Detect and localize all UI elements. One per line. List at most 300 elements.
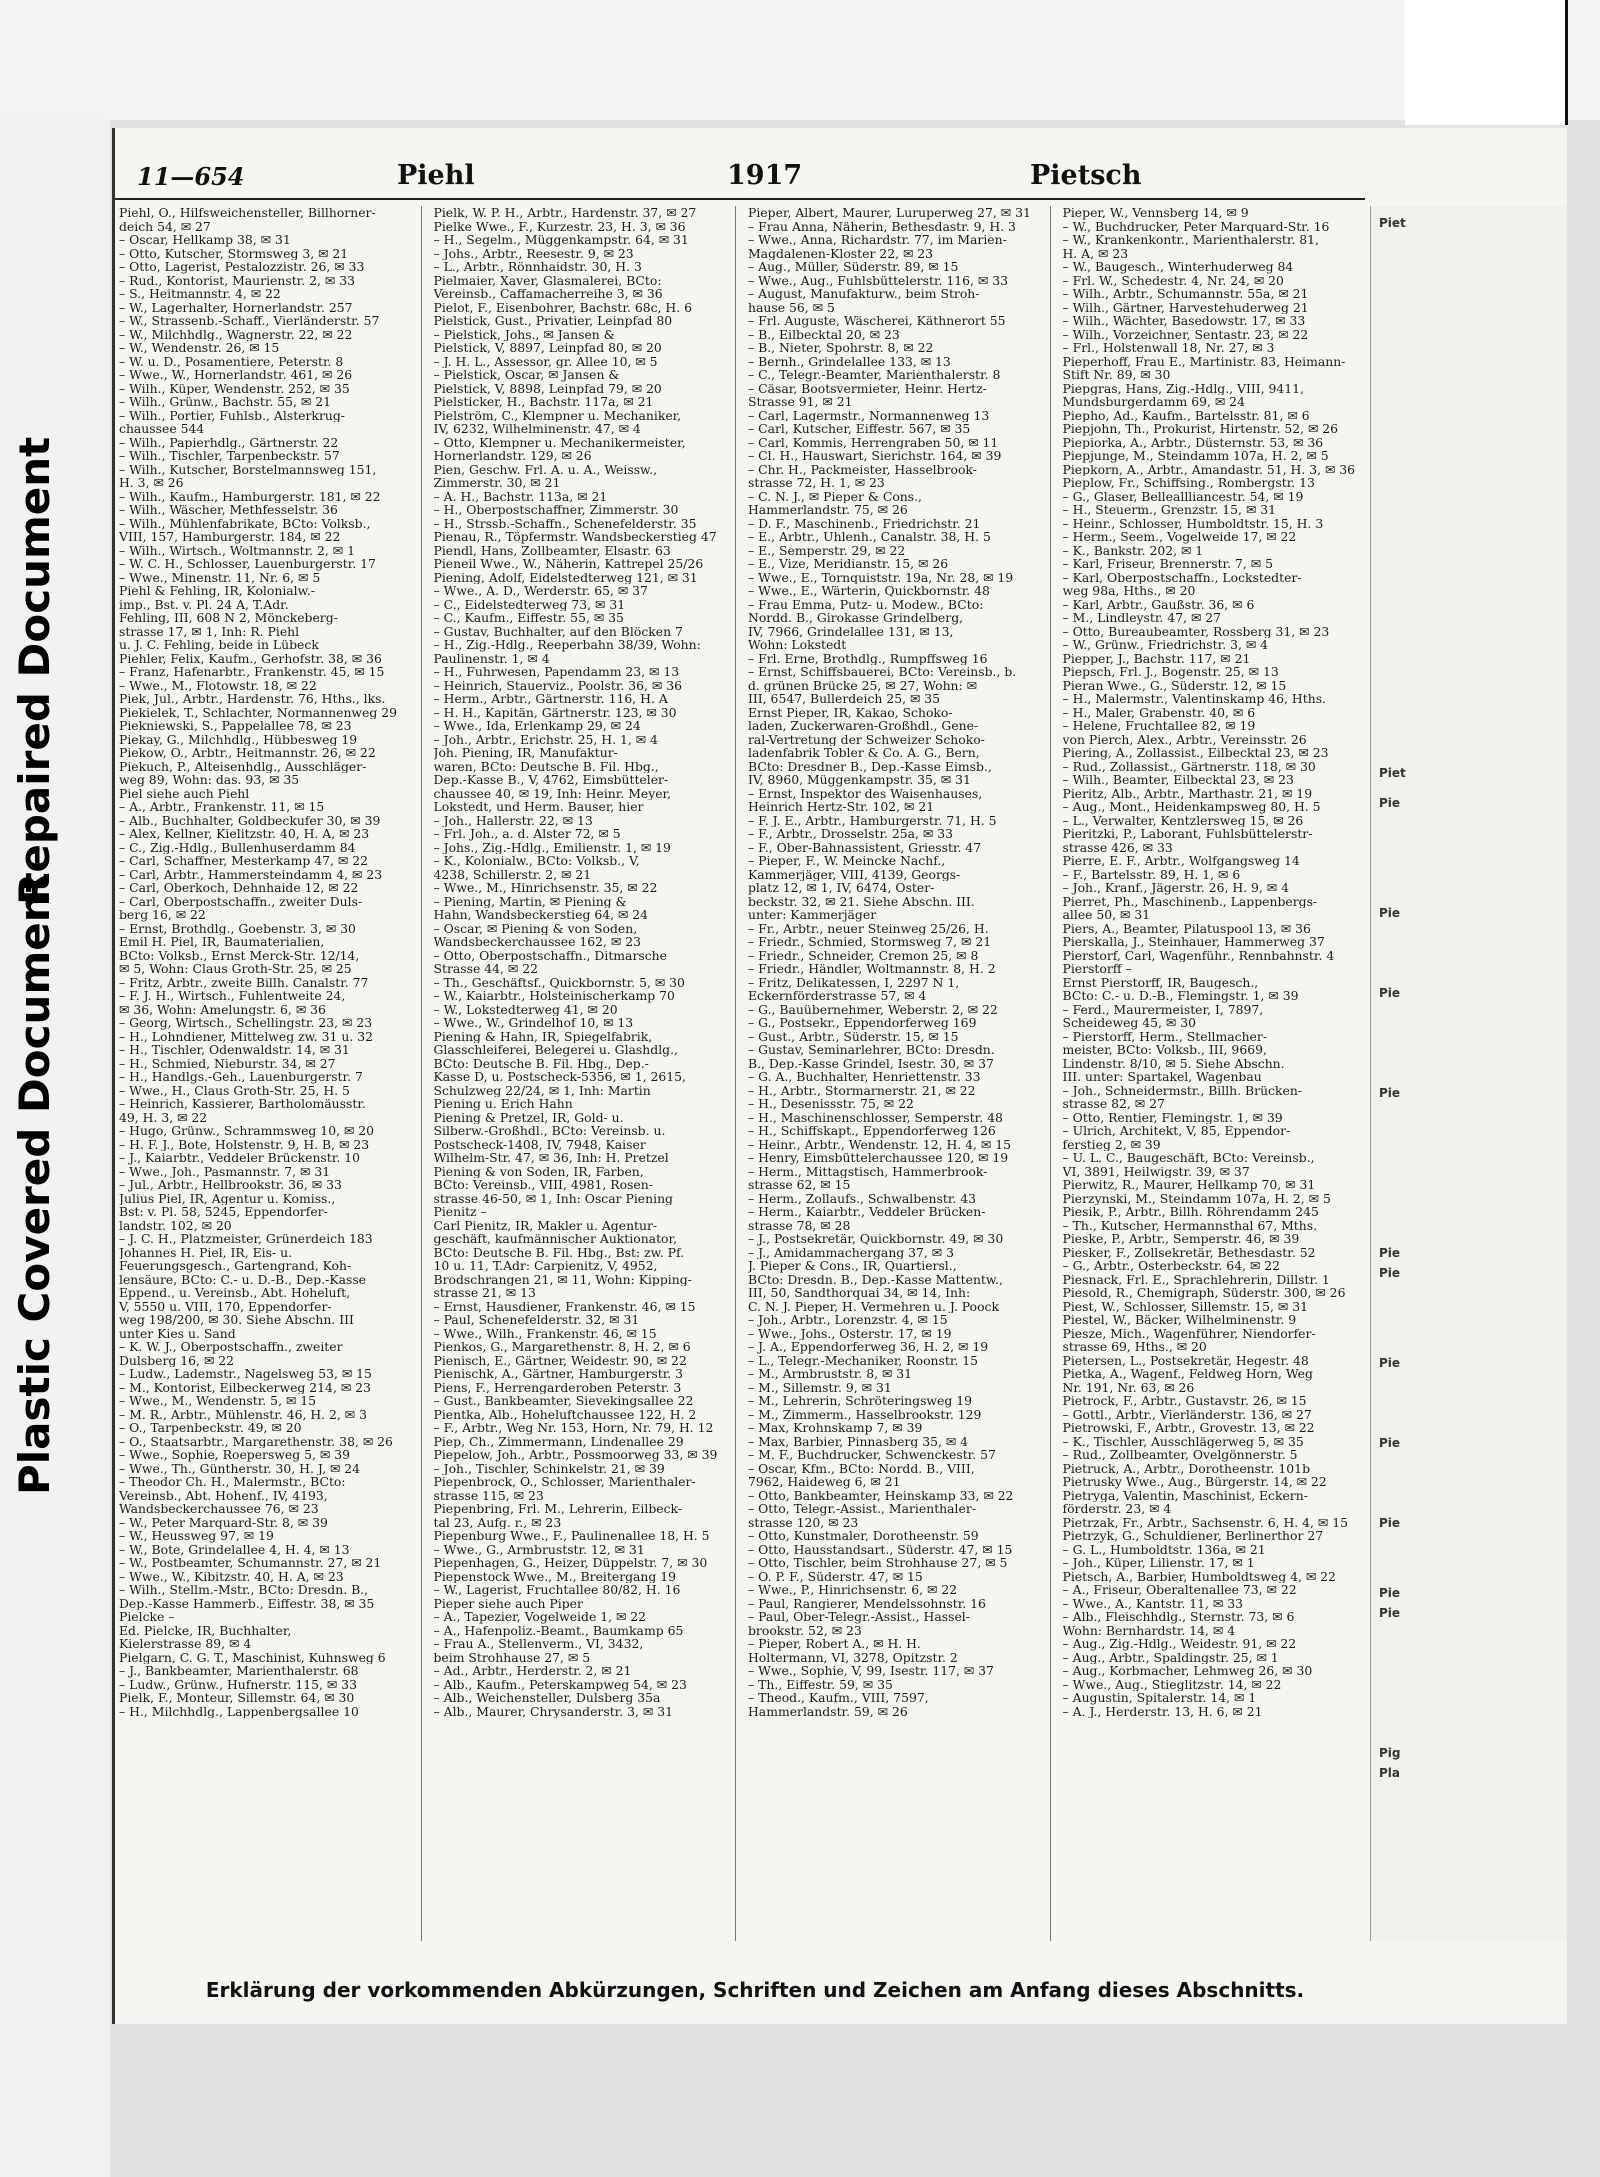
directory-entry: – Heinrich, Kassierer, Bartholomäusstr. [119, 1097, 366, 1111]
directory-entry: Feuerungsgesch., Gartengrand, Koh- [119, 1259, 352, 1273]
directory-entry: – K., Kolonialw., BCto: Volksb., V, [433, 854, 640, 868]
directory-entry: – Th., Geschäftsf., Quickbornstr. 5, ✉ 30 [433, 975, 685, 989]
directory-entry: Paulinenstr. 1, ✉ 4 [433, 651, 550, 665]
directory-entry: Nr. 191, Nr. 63, ✉ 26 [1062, 1380, 1195, 1394]
directory-entry: – Joh., Arbtr., Erichstr. 25, H. 1, ✉ 4 [433, 732, 658, 746]
directory-entry: – Otto, Kutscher, Stormsweg 3, ✉ 21 [119, 246, 349, 260]
directory-entry: – Rud., Kontorist, Maurienstr. 2, ✉ 33 [119, 273, 355, 287]
directory-entry: – Carl, Kutscher, Eiffestr. 567, ✉ 35 [748, 422, 971, 436]
directory-entry: – F., Ober-Bahnassistent, Griesstr. 47 [748, 840, 982, 854]
directory-entry: – Carl, Lagermstr., Normannenweg 13 [748, 408, 990, 422]
directory-entry: V, 5550 u. VIII, 170, Eppendorfer- [119, 1299, 332, 1313]
directory-entry: Pielot, F., Eisenbohrer, Bachstr. 68c, H. 6 [433, 300, 692, 314]
directory-entry: – Gustav, Buchhalter, auf den Blöcken 7 [433, 624, 683, 638]
directory-entry: Piepgras, Hans, Zig.-Hdlg., VIII, 9411, [1062, 381, 1305, 395]
directory-entry: platz 12, ✉ 1, IV, 6474, Oster- [748, 881, 935, 895]
edge-fragment: Pie [1379, 1356, 1401, 1370]
directory-entry: Wohn: Lokstedt [748, 638, 847, 652]
directory-entry: – Frau Anna, Näherin, Bethesdastr. 9, H. 3 [748, 219, 1016, 233]
directory-entry: – W., Milchhdlg., Wagnerstr. 22, ✉ 22 [119, 327, 353, 341]
directory-entry: Dep.-Kasse Hammerb., Eiffestr. 38, ✉ 35 [119, 1596, 375, 1610]
directory-entry: – Otto, Rentier, Flemingstr. 1, ✉ 39 [1062, 1110, 1283, 1124]
directory-entry: – Wwe., Ida, Erlenkamp 29, ✉ 24 [433, 719, 641, 733]
directory-entry: Kasse D, u. Postscheck-5356, ✉ 1, 2615, [433, 1070, 686, 1084]
directory-entry: – Franz, Hafenarbtr., Frankenstr. 45, ✉ 15 [119, 665, 385, 679]
directory-entry: – K. W. J., Oberpostschaffn., zweiter [119, 1340, 343, 1354]
directory-entry: Piesold, R., Chemigraph, Süderstr. 300, ✉ 26 [1062, 1286, 1346, 1300]
directory-entry: 4238, Schillerstr. 2, ✉ 21 [433, 867, 592, 881]
directory-entry: – L., Verwalter, Kentzlersweg 15, ✉ 26 [1062, 813, 1304, 827]
directory-entry: – K., Tischler, Ausschlägerweg 5, ✉ 35 [1062, 1434, 1304, 1448]
directory-entry: BCto: Dresdn. B., Dep.-Kasse Mattentw., [748, 1272, 1003, 1286]
directory-entry: Nordd. B., Girokasse Grindelberg, [748, 611, 964, 625]
directory-entry: – A. J., Herderstr. 13, H. 6, ✉ 21 [1062, 1704, 1263, 1718]
directory-entry: – Oscar, ✉ Piening & von Soden, [433, 921, 638, 935]
directory-entry: – Cl. H., Hauswart, Sierichstr. 164, ✉ 39 [748, 449, 1002, 463]
directory-entry: – Alb., Fleischhdlg., Sternstr. 73, ✉ 6 [1062, 1610, 1295, 1624]
directory-entry: – W., Krankenkontr., Marienthalerstr. 81, [1062, 233, 1320, 247]
directory-entry: – U. L. C., Baugeschäft, BCto: Vereinsb., [1062, 1151, 1315, 1165]
directory-entry: Piepenstock Wwe., M., Breitergang 19 [433, 1569, 677, 1583]
directory-entry: – G., Arbtr., Osterbeckstr. 64, ✉ 22 [1062, 1259, 1281, 1273]
directory-entry: – Wwe., Anna, Richardstr. 77, im Marien- [748, 233, 1007, 247]
directory-entry: Piepjunge, M., Steindamm 107a, H. 2, ✉ 5 [1062, 449, 1329, 463]
directory-entry: H. 3, ✉ 26 [119, 476, 184, 490]
directory-entry: – Wwe., Sophie, V, 99, Isestr. 117, ✉ 37 [748, 1664, 994, 1678]
directory-entry: – G. L., Humboldtstr. 136a, ✉ 21 [1062, 1542, 1266, 1556]
directory-entry: Bst: v. Pl. 58, 5245, Eppendorfer- [119, 1205, 328, 1219]
directory-entry: Eppend., u. Vereinsb., Abt. Hoheluft, [119, 1286, 351, 1300]
directory-entry: – Otto, Telegr.-Assist., Marienthaler- [748, 1502, 976, 1516]
directory-entry: Pieran Wwe., G., Süderstr. 12, ✉ 15 [1062, 678, 1287, 692]
directory-entry: – Wilh., Portier, Fuhlsb., Alsterkrug- [119, 408, 345, 422]
directory-entry: Pien, Geschw. Frl. A. u. A., Weissw., [433, 462, 658, 476]
directory-entry: – M., Kontorist, Eilbeckerweg 214, ✉ 23 [119, 1380, 371, 1394]
directory-entry: – Augustin, Spitalerstr. 14, ✉ 1 [1062, 1691, 1257, 1705]
directory-entry: – Th., Eiffestr. 59, ✉ 35 [748, 1677, 893, 1691]
directory-entry: – Joh., Hallerstr. 22, ✉ 13 [433, 813, 593, 827]
directory-entry: III. unter: Spartakel, Wagenbau [1062, 1070, 1262, 1084]
directory-entry: Wilhelm-Str. 47, ✉ 36, Inh: H. Pretzel [433, 1151, 669, 1165]
directory-entry: 10 u. 11, T.Adr: Carpienitz, V, 4952, [433, 1259, 658, 1273]
directory-entry: – Aug., Müller, Süderstr. 89, ✉ 15 [748, 260, 959, 274]
directory-entry: – Pierstorff, Herm., Stellmacher- [1062, 1029, 1267, 1043]
directory-entry: Pienitz – [433, 1205, 487, 1219]
directory-entry: Brodschrangen 21, ✉ 11, Wohn: Kipping- [433, 1272, 692, 1286]
directory-entry: – Carl, Kommis, Herrengraben 50, ✉ 11 [748, 435, 999, 449]
left-label-strip [0, 115, 110, 2177]
directory-entry: – H., Steuerm., Grenzstr. 15, ✉ 31 [1062, 503, 1277, 517]
directory-entry: Silberw.-Großhdl., BCto: Vereinsb. u. [433, 1124, 666, 1138]
directory-entry: BCto: Dresdner B., Dep.-Kasse Eimsb., [748, 759, 992, 773]
directory-entry: beckstr. 32, ✉ 21. Siehe Abschn. III. [748, 894, 975, 908]
directory-entry: – D. F., Maschinenb., Friedrichstr. 21 [748, 516, 981, 530]
directory-entry: 7962, Haideweg 6, ✉ 21 [748, 1475, 901, 1489]
directory-entry: – Frau A., Stellenverm., VI, 3432, [433, 1637, 644, 1651]
directory-entry: – Hugo, Grünw., Schrammsweg 10, ✉ 20 [119, 1124, 375, 1138]
directory-entry: – Ernst, Inspektor des Waisenhauses, [748, 786, 983, 800]
directory-entry: – Wwe., P., Hinrichsenstr. 6, ✉ 22 [748, 1583, 958, 1597]
directory-entry: – Oscar, Kfm., BCto: Nordd. B., VIII, [748, 1461, 975, 1475]
directory-entry: – A., Hafenpoliz.-Beamt., Baumkamp 65 [433, 1623, 684, 1637]
directory-entry: – W., Postbeamter, Schumannstr. 27, ✉ 21 [119, 1556, 382, 1570]
directory-entry: – A., Friseur, Oberaltenallee 73, ✉ 22 [1062, 1583, 1297, 1597]
directory-entry: – Ernst, Brothdlg., Goebenstr. 3, ✉ 30 [119, 921, 356, 935]
directory-entry: – H., Zig.-Hdlg., Reeperbahn 38/39, Wohn: [433, 638, 701, 652]
directory-entry: – O. P. F., Süderstr. 47, ✉ 15 [748, 1569, 923, 1583]
directory-entry: – Pieper, F., W. Meincke Nachf., [748, 854, 946, 868]
directory-entry: – F. J. H., Wirtsch., Fuhlentweite 24, [119, 989, 346, 1003]
directory-entry: unter: Kammerjäger [748, 908, 877, 922]
directory-entry: ral-Vertretung der Schweizer Schoko- [748, 732, 985, 746]
directory-entry: – Fritz, Arbtr., zweite Billh. Canalstr. 77 [119, 975, 369, 989]
directory-entry: – Wwe., Wilh., Frankenstr. 46, ✉ 15 [433, 1326, 657, 1340]
directory-entry: allee 50, ✉ 31 [1062, 908, 1151, 922]
directory-entry: – J. H. L., Assessor, gr. Allee 10, ✉ 5 [433, 354, 658, 368]
directory-entry: Ed. Pielcke, IR, Buchhalter, [119, 1623, 292, 1637]
directory-entry: weg 198/200, ✉ 30. Siehe Abschn. III [119, 1313, 354, 1327]
directory-entry: imp., Bst. v. Pl. 24 A, T.Adr. [119, 597, 289, 611]
directory-entry: – Chr. H., Packmeister, Hasselbrook- [748, 462, 977, 476]
directory-entry: – G., Glaser, Belleallliancestr. 54, ✉ 19 [1062, 489, 1304, 503]
directory-entry: – Frau Emma, Putz- u. Modew., BCto: [748, 597, 984, 611]
directory-entry: – Pielstick, Oscar, ✉ Jansen & [433, 368, 620, 382]
directory-entry: – W., Lagerist, Fruchtallee 80/82, H. 16 [433, 1583, 681, 1597]
adjacent-page-edge [1370, 206, 1567, 1941]
directory-entry: Piens, F., Herrengarderoben Peterstr. 3 [433, 1380, 682, 1394]
directory-entry: Pielstick, Gust., Privatier, Leinpfad 80 [433, 314, 673, 328]
directory-entry: – Otto, Lagerist, Pestalozzistr. 26, ✉ 33 [119, 260, 365, 274]
directory-entry: weg 98a, Hths., ✉ 20 [1062, 584, 1196, 598]
directory-entry: – B., Nieter, Spohrstr. 8, ✉ 22 [748, 341, 934, 355]
directory-entry: weg 89, Wohn: das. 93, ✉ 35 [119, 773, 300, 787]
directory-entry: – K., Bankstr. 202, ✉ 1 [1062, 543, 1204, 557]
edge-fragment: Pie [1379, 986, 1401, 1000]
directory-entry: Wandsbeckerchaussee 162, ✉ 23 [433, 935, 642, 949]
directory-entry: – E., Arbtr., Uhlenh., Canalstr. 38, H. 5 [748, 530, 991, 544]
directory-entry: – J., Postsekretär, Quickbornstr. 49, ✉ 30 [748, 1232, 1004, 1246]
directory-entry: – Pieper, Robert A., ✉ H. H. [748, 1637, 921, 1651]
directory-entry: B., Dep.-Kasse Grindel, Isestr. 30, ✉ 37 [748, 1056, 994, 1070]
directory-entry: Piepelow, Joh., Arbtr., Possmoorweg 33, ✉ 39 [433, 1448, 718, 1462]
directory-entry: – H., Segelm., Müggenkampstr. 64, ✉ 31 [433, 233, 689, 247]
directory-entry: – Wwe., W., Hornerlandstr. 461, ✉ 26 [119, 368, 353, 382]
directory-entry: Piehl & Fehling, IR, Kolonialw.- [119, 584, 315, 598]
directory-entry: landstr. 102, ✉ 20 [119, 1218, 232, 1232]
directory-entry: meister, BCto: Volksb., III, 9669, [1062, 1043, 1267, 1057]
directory-entry: BCto: Vereinsb., VIII, 4981, Rosen- [433, 1178, 653, 1192]
directory-entry: strasse 120, ✉ 23 [748, 1515, 859, 1529]
directory-entry: BCto: C.- u. D.-B., Flemingstr. 1, ✉ 39 [1062, 989, 1299, 1003]
directory-entry: – Carl, Oberpostschaffn., zweiter Duls- [119, 894, 363, 908]
directory-entry: Pielcke – [119, 1610, 175, 1624]
directory-entry: Pientka, Alb., Hoheluftchaussee 122, H. 2 [433, 1407, 697, 1421]
directory-entry: Piers, A., Beamter, Pilatuspool 13, ✉ 36 [1062, 921, 1311, 935]
directory-entry: – W., Strassenb.-Schaff., Vierländerstr. 57 [119, 314, 380, 328]
directory-entry: Wohn: Bernhardstr. 14, ✉ 4 [1062, 1623, 1236, 1637]
edge-fragment: Piet [1379, 216, 1406, 230]
directory-entry: Pienisch, E., Gärtner, Weidestr. 90, ✉ 22 [433, 1353, 687, 1367]
entry-columns [115, 206, 1365, 1941]
top-paper-tab [1405, 0, 1568, 125]
directory-entry: – Otto, Kunstmaler, Dorotheenstr. 59 [748, 1529, 979, 1543]
abbreviation-note: Erklärung der vorkommenden Abkürzungen, Schriften und Zeichen am Anfang dieses Abschnitts. [205, 1978, 1305, 2002]
directory-entry: Piepenbring, Frl. M., Lehrerin, Eilbeck- [433, 1502, 683, 1516]
directory-entry: – Ulrich, Architekt, V, 85, Eppendor- [1062, 1124, 1291, 1138]
directory-entry: – Wwe., M., Hinrichsenstr. 35, ✉ 22 [433, 881, 658, 895]
directory-entry: – Frl. Auguste, Wäscherei, Käthnerort 55 [748, 314, 1006, 328]
directory-entry: – J., Amidammachergang 37, ✉ 3 [748, 1245, 955, 1259]
directory-entry: – Aug., Zig.-Hdlg., Weidestr. 91, ✉ 22 [1062, 1637, 1297, 1651]
directory-entry: – J. A., Eppendorferweg 36, H. 2, ✉ 19 [748, 1340, 989, 1354]
directory-entry: strasse 62, ✉ 15 [748, 1178, 851, 1192]
directory-entry: – W. u. D., Posamentiere, Peterstr. 8 [119, 354, 344, 368]
directory-entry: Piel siehe auch Piehl [119, 786, 250, 800]
directory-entry: Pielk, F., Monteur, Sillemstr. 64, ✉ 30 [119, 1691, 355, 1705]
directory-entry: Pietrock, F., Arbtr., Gustavstr. 26, ✉ 15 [1062, 1394, 1307, 1408]
directory-entry: – Wwe., Sophie, Roepersweg 5, ✉ 39 [119, 1448, 350, 1462]
directory-entry: – Gustav, Seminarlehrer, BCto: Dresdn. [748, 1043, 995, 1057]
directory-entry: – Wilh., Grünw., Bachstr. 55, ✉ 21 [119, 395, 332, 409]
directory-entry: – Bernh., Grindelallee 133, ✉ 13 [748, 354, 951, 368]
directory-entry: unter Kies u. Sand [119, 1326, 236, 1340]
directory-entry: Magdalenen-Kloster 22, ✉ 23 [748, 246, 934, 260]
column-2 [430, 206, 737, 1941]
directory-entry: – Wilh., Mühlenfabrikate, BCto: Volksb., [119, 516, 371, 530]
directory-entry: – Ernst, Hausdiener, Frankenstr. 46, ✉ 15 [433, 1299, 696, 1313]
directory-entry: – Wwe., A., Kantstr. 11, ✉ 33 [1062, 1596, 1243, 1610]
directory-entry: – Frl. Erne, Brothdlg., Rumpffsweg 16 [748, 651, 988, 665]
directory-entry: Strasse 91, ✉ 21 [748, 395, 853, 409]
directory-entry: – Alb., Weichensteller, Dulsberg 35a [433, 1691, 661, 1705]
directory-entry: – W., Peter Marquard-Str. 8, ✉ 39 [119, 1515, 328, 1529]
directory-entry: – Helene, Fruchtallee 82, ✉ 19 [1062, 719, 1256, 733]
directory-entry: Pierret, Ph., Maschinenb., Lappenbergs- [1062, 894, 1318, 908]
directory-entry: strasse 115, ✉ 23 [433, 1488, 544, 1502]
directory-entry: Piekuch, P., Alteisenhdlg., Ausschläger- [119, 759, 367, 773]
directory-entry: Pienischk, A., Gärtner, Hamburgerstr. 3 [433, 1367, 684, 1381]
directory-entry: – Wilh., Kutscher, Borstelmannsweg 151, [119, 462, 377, 476]
directory-entry: Piesze, Mich., Wagenführer, Niendorfer- [1062, 1326, 1316, 1340]
directory-entry: – Wwe., Minenstr. 11, Nr. 6, ✉ 5 [119, 570, 321, 584]
directory-entry: – G. A., Buchhalter, Henriettenstr. 33 [748, 1070, 981, 1084]
directory-entry: – Wilh., Arbtr., Schumannstr. 55a, ✉ 21 [1062, 287, 1309, 301]
directory-entry: – H., Fuhrwesen, Papendamm 23, ✉ 13 [433, 665, 680, 679]
directory-entry: – Wwe., H., Claus Groth-Str. 25, H. 5 [119, 1083, 350, 1097]
directory-entry: – Joh., Arbtr., Lorenzstr. 4, ✉ 15 [748, 1313, 948, 1327]
directory-entry: hause 56, ✉ 5 [748, 300, 835, 314]
directory-entry: – Heinr., Schlosser, Humboldtstr. 15, H. 3 [1062, 516, 1324, 530]
directory-entry: – W., Lagerhalter, Hornerlandstr. 257 [119, 300, 353, 314]
directory-entry: – Carl, Schaffner, Mesterkamp 47, ✉ 22 [119, 854, 368, 868]
directory-entry: – Wwe., Johs., Osterstr. 17, ✉ 19 [748, 1326, 952, 1340]
directory-entry: – Wilh., Wächter, Basedowstr. 17, ✉ 33 [1062, 314, 1306, 328]
directory-entry: Pielke Wwe., F., Kurzestr. 23, H. 3, ✉ 36 [433, 219, 686, 233]
directory-entry: Pielmaier, Xaver, Glasmalerei, BCto: [433, 273, 662, 287]
directory-entry: Pietka, A., Wagenf., Feldweg Horn, Weg [1062, 1367, 1313, 1381]
directory-entry: Julius Piel, IR, Agentur u. Komiss., [119, 1191, 336, 1205]
directory-entry: – Th., Kutscher, Hermannsthal 67, Mths. [1062, 1218, 1318, 1232]
directory-entry: IV, 8960, Müggenkampstr. 35, ✉ 31 [748, 773, 971, 787]
directory-entry: Holtermann, VI, 3278, Opitzstr. 2 [748, 1650, 958, 1664]
directory-entry: – Ludw., Lademstr., Nagelsweg 53, ✉ 15 [119, 1367, 372, 1381]
directory-entry: – Otto, Bureaubeamter, Rossberg 31, ✉ 23 [1062, 624, 1330, 638]
directory-entry: – Wilh., Kaufm., Hamburgerstr. 181, ✉ 22 [119, 489, 381, 503]
directory-entry: – Aug., Arbtr., Spaldingstr. 25, ✉ 1 [1062, 1650, 1279, 1664]
directory-entry: IV, 7966, Grindelallee 131, ✉ 13, [748, 624, 954, 638]
edge-fragment: Pig [1379, 1746, 1401, 1760]
directory-entry: III, 6547, Bullerdeich 25, ✉ 35 [748, 692, 941, 706]
directory-entry: Joh. Piening, IR, Manufaktur- [433, 746, 618, 760]
directory-entry: ✉ 36, Wohn: Amelungstr. 6, ✉ 36 [119, 1002, 326, 1016]
directory-entry: – Joh., Schneidermstr., Billh. Brücken- [1062, 1083, 1302, 1097]
directory-entry: – C., Zig.-Hdlg., Bullenhuserdamm 84 [119, 840, 356, 854]
directory-entry: strasse 17, ✉ 1, Inh: R. Piehl [119, 624, 300, 638]
directory-entry: – Friedr., Händler, Woltmannstr. 8, H. 2 [748, 962, 996, 976]
edge-fragment: Pie [1379, 1246, 1401, 1260]
directory-entry: – Georg, Wirtsch., Schellingstr. 23, ✉ 23 [119, 1016, 373, 1030]
directory-entry: – Max, Barbier, Pinnasberg 35, ✉ 4 [748, 1434, 969, 1448]
directory-entry: chaussee 544 [119, 422, 205, 436]
directory-entry: – Johs., Arbtr., Reesestr. 9, ✉ 23 [433, 246, 634, 260]
directory-entry: – C., Kaufm., Eiffestr. 55, ✉ 35 [433, 611, 624, 625]
directory-entry: Pieritz, Alb., Arbtr., Marthastr. 21, ✉ 19 [1062, 786, 1313, 800]
directory-entry: d. grünen Brücke 25, ✉ 27, Wohn: ✉ [748, 678, 978, 692]
directory-entry: beim Strohhause 27, ✉ 5 [433, 1650, 591, 1664]
directory-entry: – W., Buchdrucker, Peter Marquard-Str. 16 [1062, 219, 1330, 233]
directory-entry: – O., Tarpenbeckstr. 49, ✉ 20 [119, 1421, 302, 1435]
directory-entry: Piehler, Felix, Kaufm., Gerhofstr. 38, ✉ 36 [119, 651, 382, 665]
directory-entry: – Herm., Seem., Vogelweide 17, ✉ 22 [1062, 530, 1297, 544]
directory-entry: – H., Maler, Grabenstr. 40, ✉ 6 [1062, 705, 1256, 719]
directory-entry: Piepkorn, A., Arbtr., Amandastr. 51, H. 3, ✉ 36 [1062, 462, 1356, 476]
directory-entry: Vereinsb., Abt. Hohenf., IV, 4193, [119, 1488, 328, 1502]
column-4 [1059, 206, 1366, 1941]
directory-entry: Glasschleiferei, Belegerei u. Glashdlg., [433, 1043, 678, 1057]
directory-entry: – H., Malermstr., Valentinskamp 46, Hths. [1062, 692, 1326, 706]
directory-entry: – H., Desenissstr. 75, ✉ 22 [748, 1097, 914, 1111]
directory-entry: Eckernförderstrasse 57, ✉ 4 [748, 989, 927, 1003]
directory-entry: Johannes H. Piel, IR, Eis- u. [119, 1245, 293, 1259]
directory-entry: – A. H., Bachstr. 113a, ✉ 21 [433, 489, 608, 503]
directory-entry: – Gust., Bankbeamter, Sievekingsallee 22 [433, 1394, 694, 1408]
directory-entry: – H., Schmied, Nieburstr. 34, ✉ 27 [119, 1056, 336, 1070]
directory-entry: – F., Arbtr., Weg Nr. 153, Horn, Nr. 79, H. 12 [433, 1421, 714, 1435]
directory-entry: Piesker, F., Zollsekretär, Bethesdastr. 52 [1062, 1245, 1316, 1259]
directory-entry: – G., Postsekr., Eppendorferweg 169 [748, 1016, 977, 1030]
directory-entry: – Alb., Buchhalter, Goldbeckufer 30, ✉ 39 [119, 813, 381, 827]
directory-entry: Emil H. Piel, IR, Baumaterialien, [119, 935, 325, 949]
directory-entry: strasse 78, ✉ 28 [748, 1218, 851, 1232]
directory-entry: – H. F. J., Bote, Holstenstr. 9, H. B, ✉ 23 [119, 1137, 370, 1151]
directory-entry: – W., Heussweg 97, ✉ 19 [119, 1529, 274, 1543]
directory-entry: – Wilh., Tischler, Tarpenbeckstr. 57 [119, 449, 340, 463]
directory-entry: – Wilh., Gärtner, Harvestehuderweg 21 [1062, 300, 1309, 314]
directory-entry: – C. N. J., ✉ Pieper & Cons., [748, 489, 922, 503]
directory-entry: Scheideweg 45, ✉ 30 [1062, 1016, 1197, 1030]
directory-entry: Pielgarn, C. G. T., Maschinist, Kuhnsweg 6 [119, 1650, 386, 1664]
header-year: 1917 [727, 160, 803, 191]
directory-entry: Pieper siehe auch Piper [433, 1596, 583, 1610]
column-1 [115, 206, 422, 1941]
directory-entry: 49, H. 3, ✉ 22 [119, 1110, 208, 1124]
directory-entry: BCto: Volksb., Ernst Merck-Str. 12/14, [119, 948, 360, 962]
directory-entry: – W., Baugesch., Winterhuderweg 84 [1062, 260, 1294, 274]
directory-entry: lensäure, BCto: C.- u. D.-B., Dep.-Kasse [119, 1272, 367, 1286]
directory-entry: Pietrzyk, G., Schuldiener, Berlinerthor 27 [1062, 1529, 1324, 1543]
directory-entry: – J., Bankbeamter, Marienthalerstr. 68 [119, 1664, 359, 1678]
directory-entry: Piesnack, Frl. E., Sprachlehrerin, Dillstr. 1 [1062, 1272, 1330, 1286]
directory-entry: – Friedr., Schmied, Stormsweg 7, ✉ 21 [748, 935, 992, 949]
directory-entry: – M., Lindleystr. 47, ✉ 27 [1062, 611, 1222, 625]
directory-entry: Pienau, R., Töpfermstr. Wandsbeckerstieg 47 [433, 530, 717, 544]
directory-entry: Pieperhoff, Frau E., Martinistr. 83, Heimann- [1062, 354, 1346, 368]
directory-entry: tal 23, Aufg. r., ✉ 23 [433, 1515, 562, 1529]
directory-entry: BCto: Deutsche B. Fil. Hbg., Bst: zw. Pf. [433, 1245, 685, 1259]
directory-entry: – H., Oberpostschaffner, Zimmerstr. 30 [433, 503, 679, 517]
directory-entry: – Piening, Martin, ✉ Piening & [433, 894, 627, 908]
directory-entry: Piening & Pretzel, IR, Gold- u. [433, 1110, 624, 1124]
directory-entry: Piekielek, T., Schlachter, Normannenweg 29 [119, 705, 398, 719]
directory-entry: Wandsbeckerchaussee 76, ✉ 23 [119, 1502, 319, 1516]
directory-entry: Pielsticker, H., Bachstr. 117a, ✉ 21 [433, 395, 654, 409]
directory-entry: – Wwe., A. D., Werderstr. 65, ✉ 37 [433, 584, 648, 598]
directory-entry: Fehling, III, 608 N 2, Mönckeberg- [119, 611, 338, 625]
directory-entry: – J. C. H., Platzmeister, Grünerdeich 183 [119, 1232, 373, 1246]
directory-entry: Stift Nr. 89, ✉ 30 [1062, 368, 1171, 382]
directory-entry: Piepho, Ad., Kaufm., Bartelsstr. 81, ✉ 6 [1062, 408, 1310, 422]
directory-entry: Pielstick, V, 8897, Leinpfad 80, ✉ 20 [433, 341, 662, 355]
directory-entry: – E., Semperstr. 29, ✉ 22 [748, 543, 906, 557]
directory-entry: – W., Bote, Grindelallee 4, H. 4, ✉ 13 [119, 1542, 350, 1556]
directory-entry: berg 16, ✉ 22 [119, 908, 206, 922]
directory-entry: – G., Bauübernehmer, Weberstr. 2, ✉ 22 [748, 1002, 998, 1016]
directory-entry: – Friedr., Schneider, Cremon 25, ✉ 8 [748, 948, 979, 962]
directory-entry: Hammerlandstr. 59, ✉ 26 [748, 1704, 908, 1718]
directory-entry: Pietrowski, F., Arbtr., Grovestr. 13, ✉ 22 [1062, 1421, 1315, 1435]
directory-entry: – Wilh., Papierhdlg., Gärtnerstr. 22 [119, 435, 339, 449]
directory-entry: – Frl. W., Schedestr. 4, Nr. 24, ✉ 20 [1062, 273, 1284, 287]
directory-entry: Lindenstr. 8/10, ✉ 5. Siehe Abschn. [1062, 1056, 1285, 1070]
directory-entry: Pieritzki, P., Laborant, Fuhlsbüttelerstr- [1062, 827, 1313, 841]
directory-entry: – Herm., Arbtr., Gärtnerstr. 116, H. A [433, 692, 668, 706]
directory-entry: – F., Arbtr., Drosselstr. 25a, ✉ 33 [748, 827, 953, 841]
directory-entry: C. N. J. Pieper, H. Vermehren u. J. Poock [748, 1299, 999, 1313]
directory-entry: – Herm., Mittagstisch, Hammerbrook- [748, 1164, 988, 1178]
directory-entry: Pienkos, G., Margarethenstr. 8, H. 2, ✉ 6 [433, 1340, 691, 1354]
directory-entry: – Gottl., Arbtr., Vierländerstr. 136, ✉ 27 [1062, 1407, 1312, 1421]
directory-entry: – H., Arbtr., Stormarnerstr. 21, ✉ 22 [748, 1083, 976, 1097]
directory-entry: Dulsberg 16, ✉ 22 [119, 1353, 235, 1367]
directory-entry: Pielstick, V, 8898, Leinpfad 79, ✉ 20 [433, 381, 662, 395]
directory-entry: – W., Kaiarbtr., Holsteinischerkamp 70 [433, 989, 675, 1003]
directory-entry: – H., Strssb.-Schaffn., Schenefelderstr. 35 [433, 516, 697, 530]
directory-entry: Schulzweg 22/24, ✉ 1, Inh: Martin [433, 1083, 651, 1097]
directory-entry: – Herm., Kaiarbtr., Veddeler Brücken- [748, 1205, 986, 1219]
directory-entry: ferstieg 2, ✉ 39 [1062, 1137, 1161, 1151]
directory-entry: Piest, W., Schlosser, Sillemstr. 15, ✉ 31 [1062, 1299, 1309, 1313]
directory-entry: strasse 426, ✉ 33 [1062, 840, 1173, 854]
directory-entry: III, 50, Sandthorquai 34, ✉ 14, Inh: [748, 1286, 971, 1300]
directory-entry: Strasse 44, ✉ 22 [433, 962, 538, 976]
directory-entry: – Wwe., Th., Güntherstr. 30, H. J, ✉ 24 [119, 1461, 361, 1475]
directory-entry: – M. F., Buchdrucker, Schwenckestr. 57 [748, 1448, 996, 1462]
directory-entry: Piepiorka, A., Arbtr., Düsternstr. 53, ✉ 36 [1062, 435, 1324, 449]
directory-entry: Pielk, W. P. H., Arbtr., Hardenstr. 37, ✉ 27 [433, 206, 697, 220]
directory-entry: – Pielstick, Johs., ✉ Jansen & [433, 327, 615, 341]
directory-entry: – Ad., Arbtr., Herderstr. 2, ✉ 21 [433, 1664, 632, 1678]
directory-entry: – Joh., Tischler, Schinkelstr. 21, ✉ 39 [433, 1461, 665, 1475]
